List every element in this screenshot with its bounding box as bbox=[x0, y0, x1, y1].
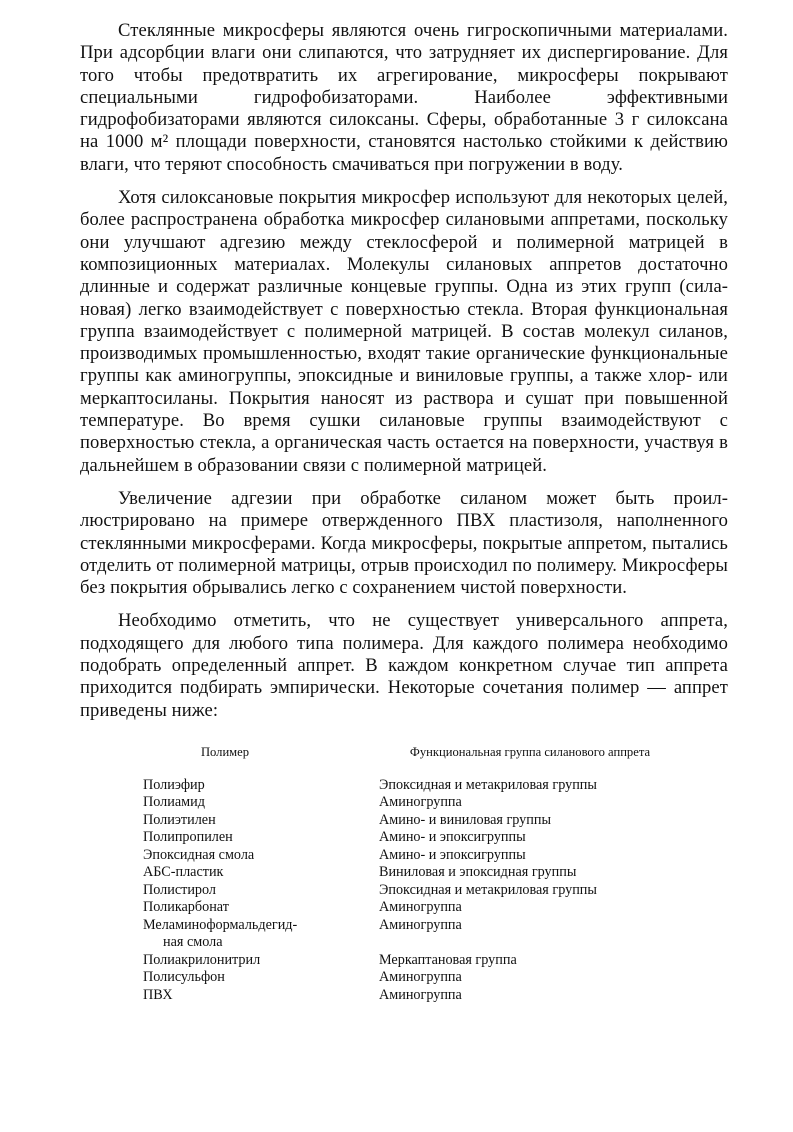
table-row bbox=[143, 794, 728, 812]
polymer-name: АБС-пластик bbox=[143, 864, 224, 881]
polymer-cell bbox=[143, 969, 379, 987]
polymer-coupling-table bbox=[80, 746, 728, 1005]
functional-group-cell: Виниловая и эпоксидная группы bbox=[379, 864, 577, 881]
polymer-name: Полиэфир bbox=[143, 776, 205, 793]
header-functional-group: Функциональная группа силанового аппрета bbox=[409, 744, 651, 759]
table-row bbox=[143, 864, 728, 882]
polymer-cell bbox=[143, 777, 379, 795]
polymer-cell bbox=[143, 952, 379, 970]
polymer-name: Полипропилен bbox=[143, 829, 233, 846]
functional-group-cell: Аминогруппа bbox=[379, 794, 462, 811]
polymer-cell bbox=[143, 847, 379, 865]
functional-group-cell: Аминогруппа bbox=[379, 986, 462, 1003]
table-row bbox=[143, 847, 728, 865]
polymer-cell bbox=[143, 882, 379, 900]
polymer-name: Поликарбонат bbox=[143, 899, 229, 916]
paragraph-1: Стеклянные микросферы являются очень гигроскопичными материалами. При адсорбции влаги они слипаются, что затрудняет их диспергирование. Для того чтобы предотвратить их агрегирование, микросферы покрывают специальными гидрофобизаторами. Наиболее эффективными гидрофобизаторами являются силоксаны. Сферы, обработанные 3 г силоксана на 1000 м² площади поверхности, становятся настолько стойкими к действию влаги, что теряют способность смачиваться при погружении в воду. bbox=[80, 20, 728, 175]
table-row bbox=[143, 829, 728, 847]
functional-group-cell: Аминогруппа bbox=[379, 899, 462, 916]
table-row bbox=[143, 777, 728, 795]
polymer-name-continuation: ная смола bbox=[163, 934, 223, 951]
functional-group-cell: Амино- и эпоксигруппы bbox=[379, 829, 526, 846]
polymer-cell bbox=[143, 917, 379, 952]
functional-group-cell: Эпоксидная и метакриловая группы bbox=[379, 776, 597, 793]
polymer-name: Полиакрилонитрил bbox=[143, 951, 261, 968]
table-row bbox=[143, 899, 728, 917]
polymer-cell bbox=[143, 987, 379, 1005]
polymer-cell bbox=[143, 899, 379, 917]
polymer-cell bbox=[143, 812, 379, 830]
polymer-name: ПВХ bbox=[143, 986, 173, 1003]
table-row bbox=[143, 987, 728, 1005]
polymer-cell bbox=[143, 864, 379, 882]
functional-group-cell: Эпоксидная и метакриловая группы bbox=[379, 881, 597, 898]
functional-group-cell: Амино- и эпоксигруппы bbox=[379, 846, 526, 863]
polymer-name: Полисульфон bbox=[143, 969, 225, 986]
document-page bbox=[80, 20, 728, 1004]
polymer-name: Эпоксидная смола bbox=[143, 846, 255, 863]
functional-group-cell: Аминогруппа bbox=[379, 916, 462, 933]
functional-group-cell: Амино- и виниловая группы bbox=[379, 811, 551, 828]
table-header bbox=[80, 746, 728, 759]
paragraph-2: Хотя силоксановые покрытия микросфер используют для некоторых целей, более распространена обработка микросфер силановыми аппретами, поскольку они улучшают адгезию между стеклосферой и полимерной матрицей в композиционных материалах. Молекулы силановых аппретов достаточно длинные и содержат различные концевые группы. Одна из этих групп (силановая) легко взаимодействует с поверхностью стекла. Вторая функциональная группа взаимодействует с полимерной матрицей. В состав молекул силанов, производимых промышленностью, входят такие органические функциональные группы как аминогруппы, эпоксидные и виниловые группы, а также хлор- или меркаптосиланы. Покрытия наносят из раствора и сушат при повышенной температуре. Во время сушки силановые группы взаимодействуют с поверхностью стекла, а органическая часть остается на поверхности, участвуя в дальнейшем в образовании связи с полимерной матрицей. bbox=[80, 187, 728, 476]
table-row bbox=[143, 952, 728, 970]
table-row bbox=[143, 882, 728, 900]
functional-group-cell: Меркаптановая группа bbox=[379, 951, 517, 968]
table-body bbox=[80, 777, 728, 1005]
table-row bbox=[143, 969, 728, 987]
functional-group-cell: Аминогруппа bbox=[379, 969, 462, 986]
polymer-name: Полистирол bbox=[143, 881, 216, 898]
paragraph-3: Увеличение адгезии при обработке силаном может быть проиллюстрировано на примере отвержденного ПВХ пластизоля, наполненного стеклянными микросферами. Когда микросферы, покрытые аппретом, пытались отделить от полимерной матрицы, отрыв происходил по полимеру. Микросферы без покрытия обрывались легко с сохранением чистой поверхности. bbox=[80, 487, 728, 599]
table-row bbox=[143, 917, 728, 952]
polymer-name: Полиамид bbox=[143, 794, 205, 811]
polymer-name: Меламиноформальдегид- bbox=[143, 916, 298, 933]
header-polymer: Полимер bbox=[200, 744, 250, 759]
table-row bbox=[143, 812, 728, 830]
paragraph-4: Необходимо отметить, что не существует универсального аппрета, подходящего для любого типа полимера. Для каждого полимера необходимо подобрать определенный аппрет. В каждом конкретном случае тип аппрета приходится подбирать эмпирически. Некоторые сочетания полимер — аппрет приведены ниже: bbox=[80, 610, 728, 721]
polymer-name: Полиэтилен bbox=[143, 811, 216, 828]
polymer-cell bbox=[143, 794, 379, 812]
polymer-cell bbox=[143, 829, 379, 847]
